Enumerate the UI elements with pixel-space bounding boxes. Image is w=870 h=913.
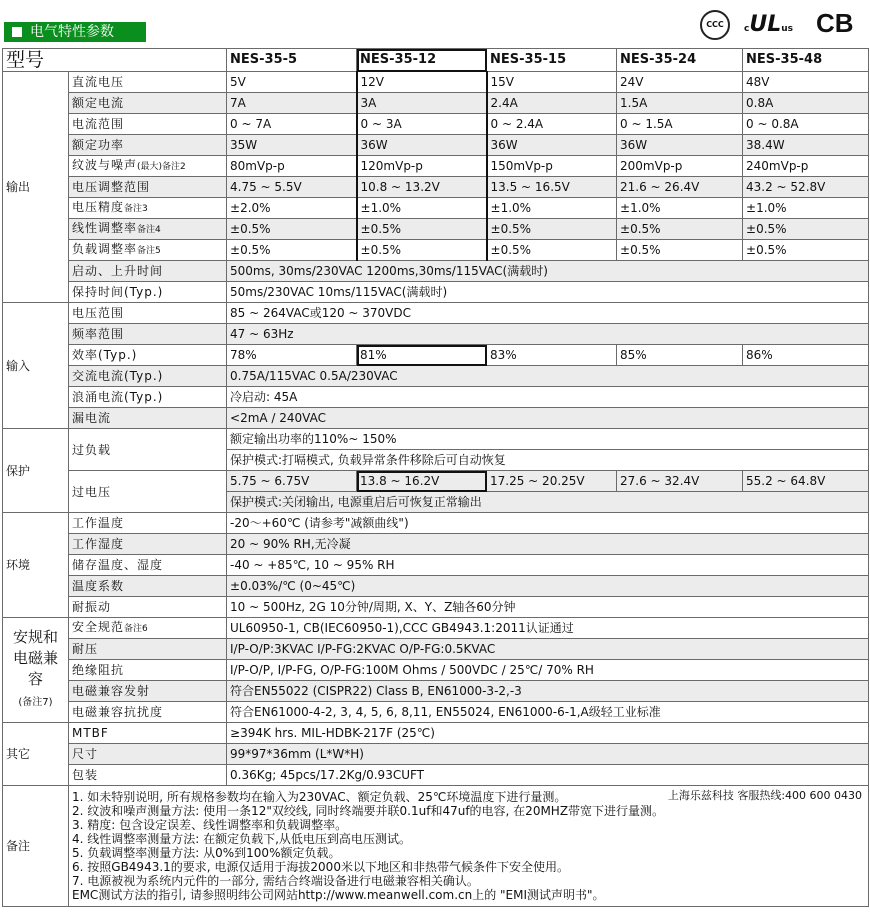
table-row — [3, 597, 869, 618]
value-cell: ±0.5% — [227, 240, 357, 261]
table-row — [3, 135, 869, 156]
value-cell: 200mVp-p — [617, 156, 743, 177]
table-row — [3, 261, 869, 282]
value-cell: 55.2 ~ 64.8V — [743, 471, 869, 492]
value-cell: ±0.5% — [617, 240, 743, 261]
value-cell: 0 ~ 7A — [227, 114, 357, 135]
value-cell: ±0.5% — [487, 240, 617, 261]
category-label: 输入 — [3, 303, 69, 429]
value-cell: 0 ~ 2.4A — [487, 114, 617, 135]
value-cell: 13.8 ~ 16.2V — [357, 471, 487, 492]
note-line: 5. 负载调整率测量方法: 从0%到100%额定负载。 — [72, 846, 341, 860]
table-row — [3, 156, 869, 177]
value-cell: 36W — [357, 135, 487, 156]
row-label: 效率(Typ.) — [69, 345, 227, 366]
value-cell: 78% — [227, 345, 357, 366]
value-cell: 15V — [487, 72, 617, 93]
table-row — [3, 408, 869, 429]
table-row — [3, 534, 869, 555]
row-label: 耐压 — [69, 639, 227, 660]
value-cell: ±2.0% — [227, 198, 357, 219]
row-label: 浪涌电流(Typ.) — [69, 387, 227, 408]
note-line: 2. 纹波和噪声测量方法: 使用一条12"双绞线, 同时终端要并联0.1uf和47uf的电容, 在20MHZ带宽下进行量测。 — [72, 804, 665, 818]
value-cell: 85 ~ 264VAC或120 ~ 370VDC — [227, 303, 869, 324]
table-row — [3, 177, 869, 198]
value-cell: 35W — [227, 135, 357, 156]
note-line: 7. 电源被视为系统内元件的一部分, 需结合终端设备进行电磁兼容相关确认。 — [72, 874, 479, 888]
table-row — [3, 681, 869, 702]
row-label: 负载调整率备注5 — [69, 240, 227, 261]
category-label: 输出 — [3, 72, 69, 303]
row-label: 工作温度 — [69, 513, 227, 534]
model-header: NES-35-15 — [487, 49, 617, 72]
table-row — [3, 576, 869, 597]
value-cell: ≥394K hrs. MIL-HDBK-217F (25℃) — [227, 723, 869, 744]
row-label: 电压精度备注3 — [69, 198, 227, 219]
row-label: 电磁兼容抗扰度 — [69, 702, 227, 723]
value-cell: 4.75 ~ 5.5V — [227, 177, 357, 198]
value-cell: 85% — [617, 345, 743, 366]
table-row — [3, 639, 869, 660]
value-cell: 0.75A/115VAC 0.5A/230VAC — [227, 366, 869, 387]
value-cell: 17.25 ~ 20.25V — [487, 471, 617, 492]
table-row — [3, 618, 869, 639]
table-row — [3, 513, 869, 534]
value-cell: -40 ~ +85℃, 10 ~ 95% RH — [227, 555, 869, 576]
row-label: 直流电压 — [69, 72, 227, 93]
category-label: 备注 — [3, 786, 69, 907]
table-row — [3, 786, 869, 907]
category-label: 安规和电磁兼容 (备注7) — [3, 618, 69, 723]
value-cell: ±0.5% — [487, 219, 617, 240]
value-cell: 0.36Kg; 45pcs/17.2Kg/0.93CUFT — [227, 765, 869, 786]
row-label: 电磁兼容发射 — [69, 681, 227, 702]
value-cell: 47 ~ 63Hz — [227, 324, 869, 345]
row-label: 纹波与噪声(最大)备注2 — [69, 156, 227, 177]
model-label: 型号 — [3, 49, 227, 72]
value-cell: 240mVp-p — [743, 156, 869, 177]
value-cell: 0 ~ 1.5A — [617, 114, 743, 135]
table-row — [3, 702, 869, 723]
row-label: 尺寸 — [69, 744, 227, 765]
value-cell: 99*97*36mm (L*W*H) — [227, 744, 869, 765]
square-icon — [12, 27, 22, 37]
note-line: 4. 线性调整率测量方法: 在额定负载下,从低电压到高电压测试。 — [72, 832, 411, 846]
row-label: 储存温度、湿度 — [69, 555, 227, 576]
value-cell: 7A — [227, 93, 357, 114]
row-label: 过负载 — [69, 429, 227, 471]
table-row — [3, 366, 869, 387]
value-cell: -20～+60℃ (请参考"减额曲线") — [227, 513, 869, 534]
value-cell: 36W — [617, 135, 743, 156]
row-label: MTBF — [69, 723, 227, 744]
category-label: 环境 — [3, 513, 69, 618]
value-cell: 38.4W — [743, 135, 869, 156]
value-cell: 额定输出功率的110%~ 150% — [227, 429, 869, 450]
ul-logo: cULus — [744, 12, 793, 37]
cb-logo: CB — [816, 8, 854, 38]
value-cell: 86% — [743, 345, 869, 366]
value-cell: 80mVp-p — [227, 156, 357, 177]
model-header: NES-35-12 — [357, 49, 487, 72]
table-row — [3, 114, 869, 135]
table-row — [3, 429, 869, 450]
value-cell: 500ms, 30ms/230VAC 1200ms,30ms/115VAC(满载时) — [227, 261, 869, 282]
row-label: 交流电流(Typ.) — [69, 366, 227, 387]
value-cell: 3A — [357, 93, 487, 114]
value-cell: 27.6 ~ 32.4V — [617, 471, 743, 492]
value-cell: 24V — [617, 72, 743, 93]
spec-table — [2, 48, 869, 907]
value-cell: 81% — [357, 345, 487, 366]
value-cell: 1.5A — [617, 93, 743, 114]
value-cell: 符合EN61000-4-2, 3, 4, 5, 6, 8,11, EN55024, EN61000-6-1,A级轻工业标准 — [227, 702, 869, 723]
table-row — [3, 240, 869, 261]
row-label: 额定功率 — [69, 135, 227, 156]
note-line: 3. 精度: 包含设定误差、线性调整率和负载调整率。 — [72, 818, 348, 832]
value-cell: 120mVp-p — [357, 156, 487, 177]
hotline-text: 上海乐兹科技 客服热线:400 600 0430 — [667, 789, 863, 802]
value-cell: 12V — [357, 72, 487, 93]
value-cell: ±0.5% — [743, 240, 869, 261]
certification-logos — [700, 10, 865, 40]
table-row — [3, 723, 869, 744]
table-row — [3, 324, 869, 345]
value-cell: 0.8A — [743, 93, 869, 114]
value-cell: 21.6 ~ 26.4V — [617, 177, 743, 198]
table-row — [3, 49, 869, 72]
value-cell: ±0.5% — [357, 219, 487, 240]
value-cell: 保护模式:打嗝模式, 负载异常条件移除后可自动恢复 — [227, 450, 869, 471]
notes-cell — [69, 786, 869, 907]
value-cell: 0 ~ 0.8A — [743, 114, 869, 135]
table-row — [3, 471, 869, 492]
table-row — [3, 198, 869, 219]
table-row — [3, 765, 869, 786]
row-label: 绝缘阻抗 — [69, 660, 227, 681]
row-label: 电压调整范围 — [69, 177, 227, 198]
value-cell: ±1.0% — [357, 198, 487, 219]
value-cell: 保护模式:关闭输出, 电源重启后可恢复正常输出 — [227, 492, 869, 513]
row-label: 工作湿度 — [69, 534, 227, 555]
value-cell: I/P-O/P, I/P-FG, O/P-FG:100M Ohms / 500VDC / 25℃/ 70% RH — [227, 660, 869, 681]
row-label: 安全规范备注6 — [69, 618, 227, 639]
table-row — [3, 555, 869, 576]
table-row — [3, 282, 869, 303]
row-label: 耐振动 — [69, 597, 227, 618]
value-cell: 50ms/230VAC 10ms/115VAC(满载时) — [227, 282, 869, 303]
value-cell: ±0.5% — [227, 219, 357, 240]
row-label: 线性调整率备注4 — [69, 219, 227, 240]
category-label: 其它 — [3, 723, 69, 786]
row-label: 电压范围 — [69, 303, 227, 324]
note-line: 6. 按照GB4943.1的要求, 电源仅适用于海拔2000米以下地区和非热带气候条件下安全使用。 — [72, 860, 569, 874]
model-header: NES-35-48 — [743, 49, 869, 72]
row-label: 额定电流 — [69, 93, 227, 114]
value-cell: I/P-O/P:3KVAC I/P-FG:2KVAC O/P-FG:0.5KVAC — [227, 639, 869, 660]
value-cell: 43.2 ~ 52.8V — [743, 177, 869, 198]
ccc-logo: CCC — [700, 10, 730, 40]
value-cell: 13.5 ~ 16.5V — [487, 177, 617, 198]
row-label: 频率范围 — [69, 324, 227, 345]
value-cell: 2.4A — [487, 93, 617, 114]
value-cell: ±0.5% — [743, 219, 869, 240]
value-cell: 10 ~ 500Hz, 2G 10分钟/周期, X、Y、Z轴各60分钟 — [227, 597, 869, 618]
row-label: 漏电流 — [69, 408, 227, 429]
value-cell: ±0.5% — [357, 240, 487, 261]
row-label: 保持时间(Typ.) — [69, 282, 227, 303]
value-cell: 48V — [743, 72, 869, 93]
table-row — [3, 345, 869, 366]
table-row — [3, 744, 869, 765]
row-label: 温度系数 — [69, 576, 227, 597]
value-cell: ±1.0% — [743, 198, 869, 219]
value-cell: 0 ~ 3A — [357, 114, 487, 135]
table-row — [3, 72, 869, 93]
table-row — [3, 303, 869, 324]
table-row — [3, 387, 869, 408]
value-cell: 83% — [487, 345, 617, 366]
note-line: 1. 如未特别说明, 所有规格参数均在输入为230VAC、额定负载、25℃环境温度下进行量测。 — [72, 790, 567, 804]
table-row — [3, 219, 869, 240]
value-cell: ±0.5% — [617, 219, 743, 240]
value-cell: 36W — [487, 135, 617, 156]
value-cell: UL60950-1, CB(IEC60950-1),CCC GB4943.1:2011认证通过 — [227, 618, 869, 639]
row-label: 启动、上升时间 — [69, 261, 227, 282]
row-label: 过电压 — [69, 471, 227, 513]
table-row — [3, 93, 869, 114]
value-cell: <2mA / 240VAC — [227, 408, 869, 429]
model-header: NES-35-5 — [227, 49, 357, 72]
value-cell: 10.8 ~ 13.2V — [357, 177, 487, 198]
value-cell: 5V — [227, 72, 357, 93]
section-title: 电气特性参数 — [4, 22, 146, 42]
row-label: 电流范围 — [69, 114, 227, 135]
value-cell: 符合EN55022 (CISPR22) Class B, EN61000-3-2,-3 — [227, 681, 869, 702]
value-cell: ±1.0% — [487, 198, 617, 219]
value-cell: 150mVp-p — [487, 156, 617, 177]
note-line: EMC测试方法的指引, 请参照明纬公司网站http://www.meanwell.com.cn上的 "EMI测试声明书"。 — [72, 888, 605, 902]
row-label: 包装 — [69, 765, 227, 786]
value-cell: ±0.03%/℃ (0~45℃) — [227, 576, 869, 597]
value-cell: 20 ~ 90% RH,无冷凝 — [227, 534, 869, 555]
category-label: 保护 — [3, 429, 69, 513]
value-cell: ±1.0% — [617, 198, 743, 219]
table-row — [3, 660, 869, 681]
value-cell: 冷启动: 45A — [227, 387, 869, 408]
value-cell: 5.75 ~ 6.75V — [227, 471, 357, 492]
model-header: NES-35-24 — [617, 49, 743, 72]
